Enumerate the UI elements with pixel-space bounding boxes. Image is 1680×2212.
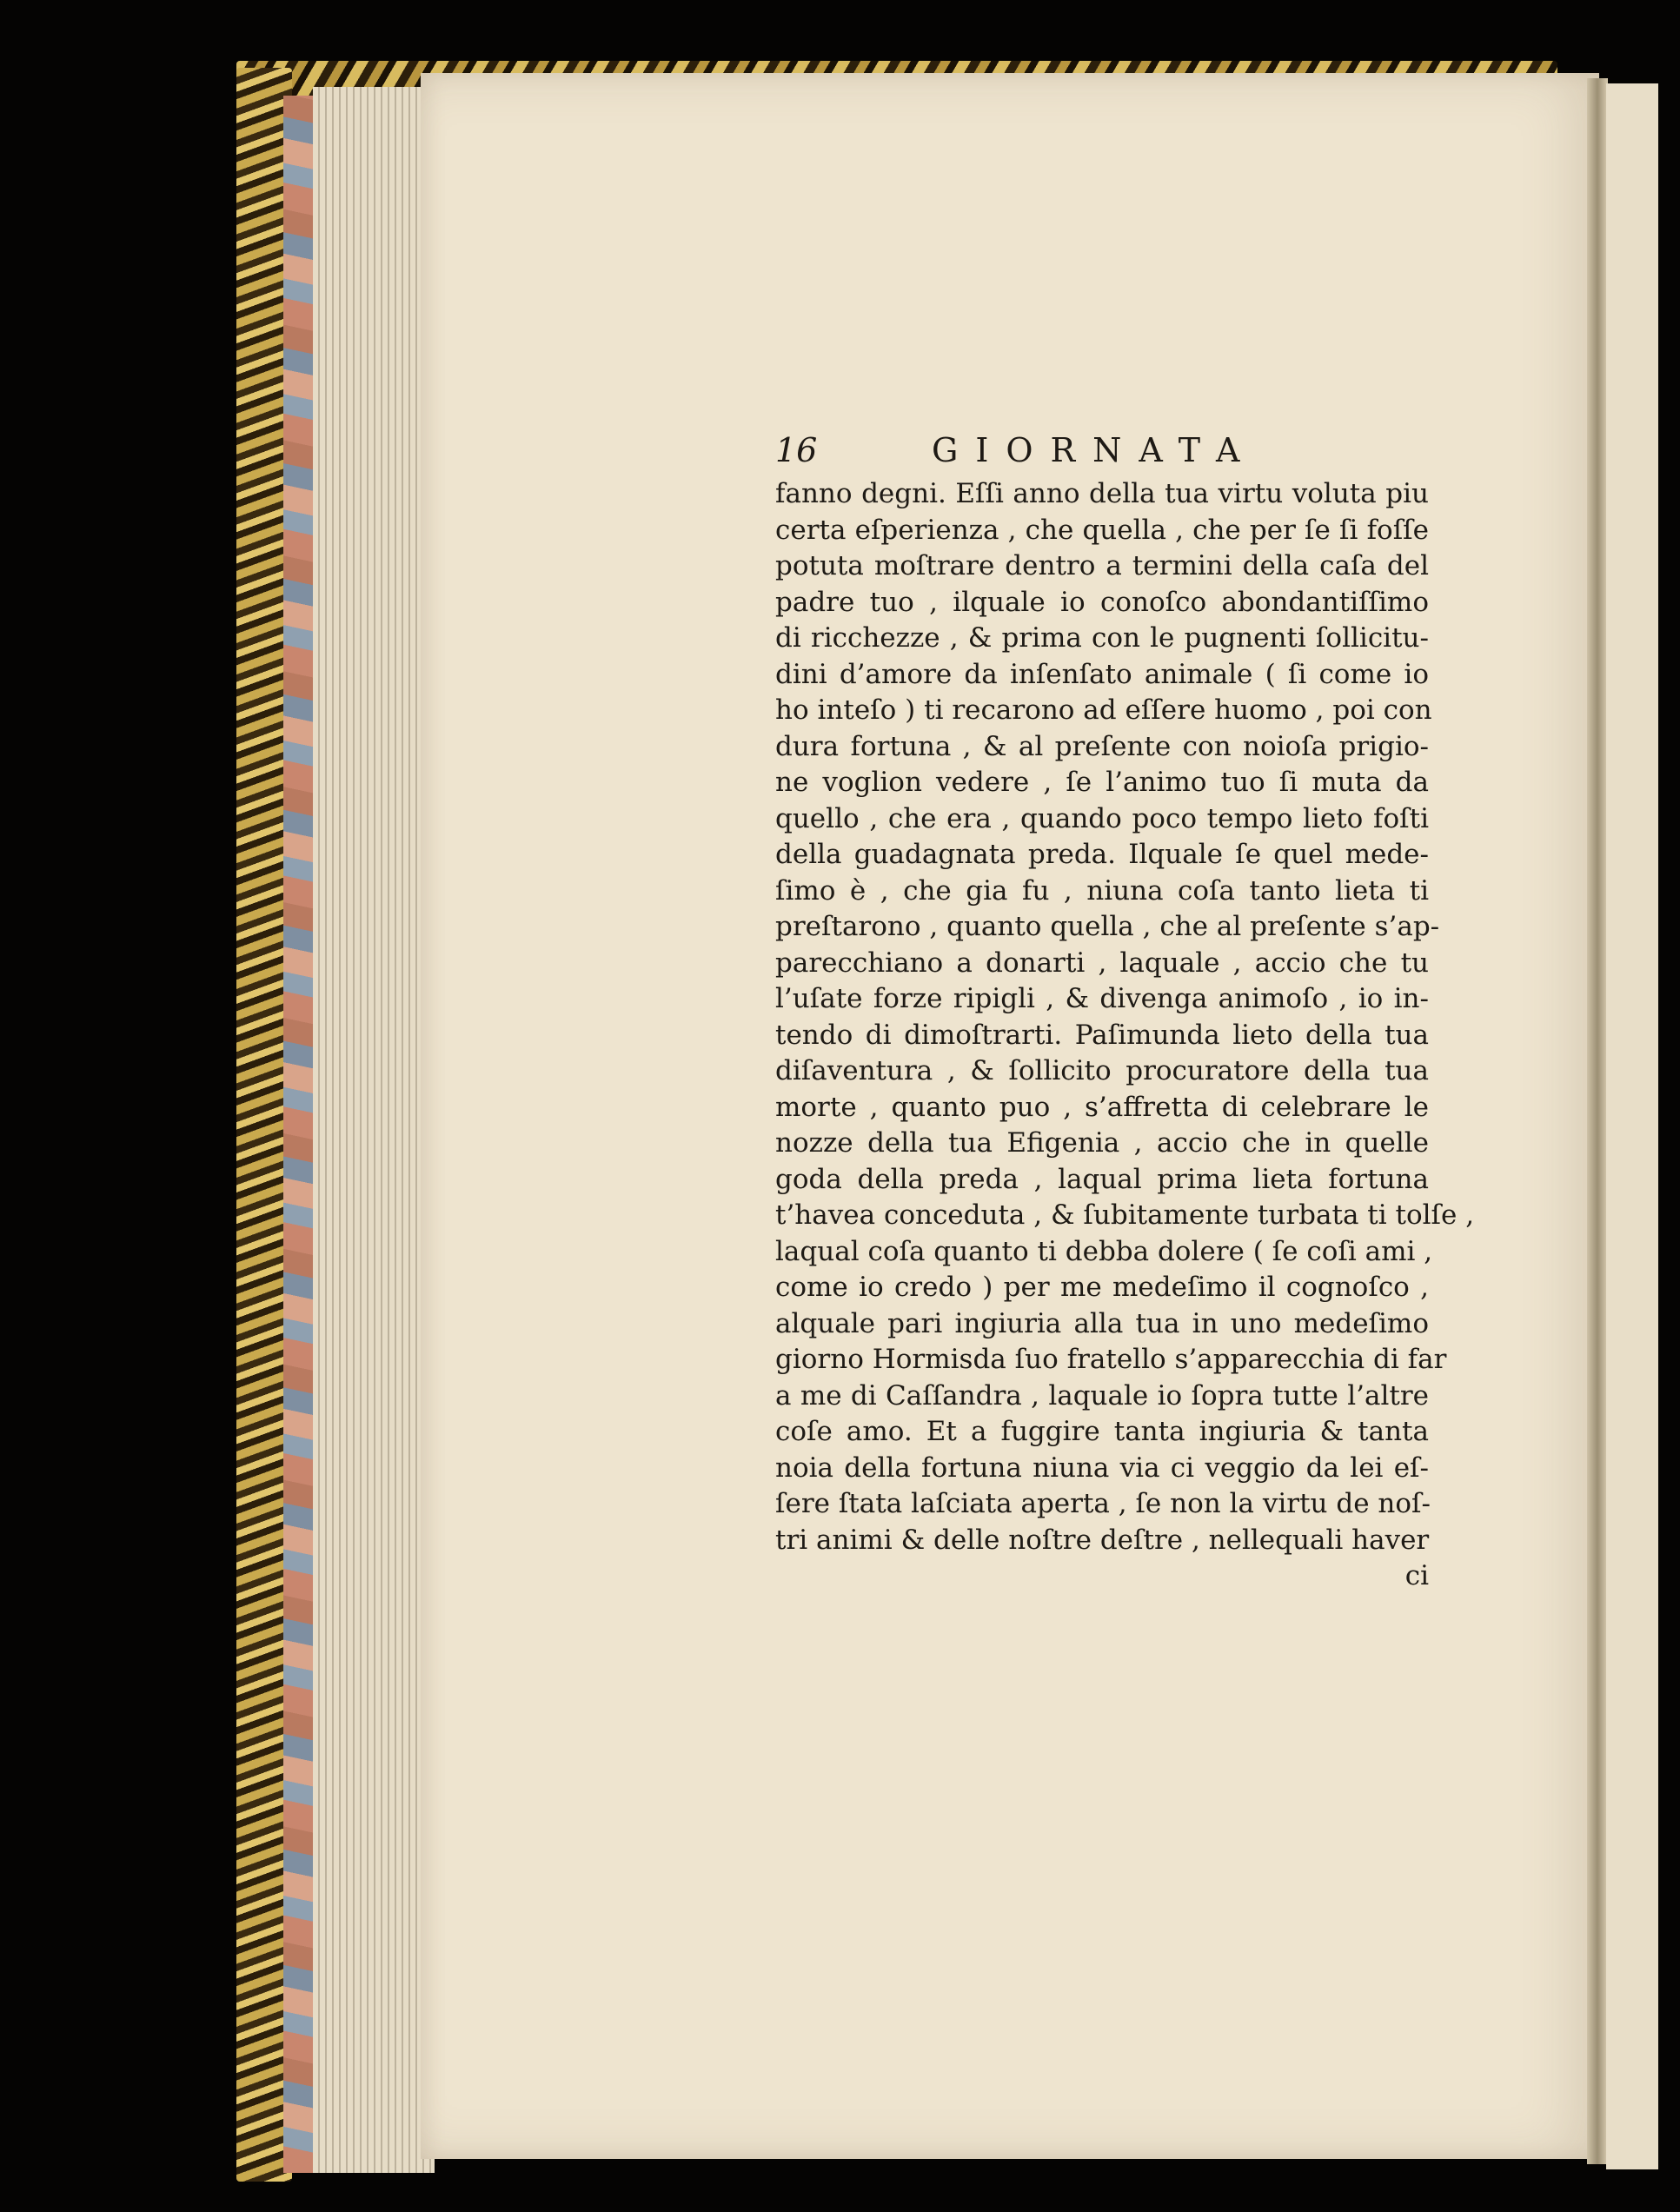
text-line: quello , che era , quando poco tempo lieto foſti	[775, 802, 1429, 834]
text-line: della guadagnata preda. Ilquale ſe quel mede-	[775, 839, 1429, 870]
text-line: fanno degni. Eſſi anno della tua virtu voluta piu	[775, 478, 1429, 509]
text-line: potuta moſtrare dentro a termini della caſa del	[775, 550, 1429, 581]
page-edges	[313, 87, 435, 2173]
catchword: ci	[1404, 1560, 1429, 1591]
text-line: tri animi & delle noſtre deſtre , nellequali haver	[775, 1524, 1430, 1556]
text-line: nozze della tua Efigenia , accio che in quelle	[775, 1127, 1429, 1159]
text-line: giorno Hormisda ſuo fratello s’apparecchia di far	[775, 1344, 1447, 1375]
text-line: alquale pari ingiuria alla tua in uno medeſimo	[775, 1307, 1429, 1339]
text-line: come io credo ) per me medeſimo il cognoſco ,	[775, 1272, 1429, 1303]
text-line: tendo di dimoſtrarti. Paſimunda lieto della tua	[775, 1019, 1429, 1051]
text-line: dura fortuna , & al preſente con noioſa prigio-	[775, 730, 1429, 762]
text-line: l’uſate forze ripigli , & divenga animoſo , io in-	[775, 983, 1429, 1014]
page-header	[775, 431, 1429, 476]
text-line: di ricchezze , & prima con le pugnenti ſollicitu-	[775, 622, 1429, 654]
text-line: morte , quanto puo , s’affretta di celebrare le	[775, 1091, 1429, 1123]
text-line: ſimo è , che gia fu , niuna coſa tanto lieta ti	[775, 874, 1429, 907]
page-gutter	[1587, 78, 1608, 2164]
text-line: t’havea conceduta , & ſubitamente turbata ti tolſe ,	[775, 1199, 1475, 1231]
text-line: noia della fortuna niuna via ci veggio da lei eſ-	[775, 1451, 1429, 1484]
text-line: coſe amo. Et a fuggire tanta ingiuria & tanta	[775, 1416, 1429, 1447]
body-text	[775, 476, 1475, 1558]
running-title: GIORNATA	[932, 431, 1258, 469]
facing-page	[1606, 83, 1658, 2169]
text-line: diſaventura , & ſollicito procuratore della tua	[775, 1055, 1429, 1086]
text-line: dini d’amore da inſenſato animale ( ſi come io	[775, 658, 1429, 690]
text-line: goda della preda , laqual prima lieta fortuna	[775, 1163, 1429, 1195]
text-line: certa eſperienza , che quella , che per ſe ſi foſſe	[775, 514, 1429, 546]
text-line: ho inteſo ) ti recarono ad eſſere huomo , poi con	[775, 694, 1432, 726]
text-line: preſtarono , quanto quella , che al preſente s’ap-	[775, 911, 1440, 942]
text-line: a me di Caſſandra , laquale io ſopra tutte l’altre	[775, 1379, 1429, 1412]
text-block	[775, 431, 1475, 1595]
text-line: padre tuo , ilquale io conoſco abondantiſſimo	[775, 586, 1429, 618]
text-line: ſere ſtata laſciata aperta , ſe non la virtu de noſ-	[775, 1488, 1431, 1519]
text-line: ne voglion vedere , ſe l’animo tuo ſi muta da	[775, 767, 1429, 798]
text-line: parecchiano a donarti , laquale , accio che tu	[775, 947, 1429, 979]
page-number: 16	[775, 431, 818, 469]
text-line: laqual coſa quanto ti debba dolere ( ſe coſi ami ,	[775, 1235, 1433, 1267]
